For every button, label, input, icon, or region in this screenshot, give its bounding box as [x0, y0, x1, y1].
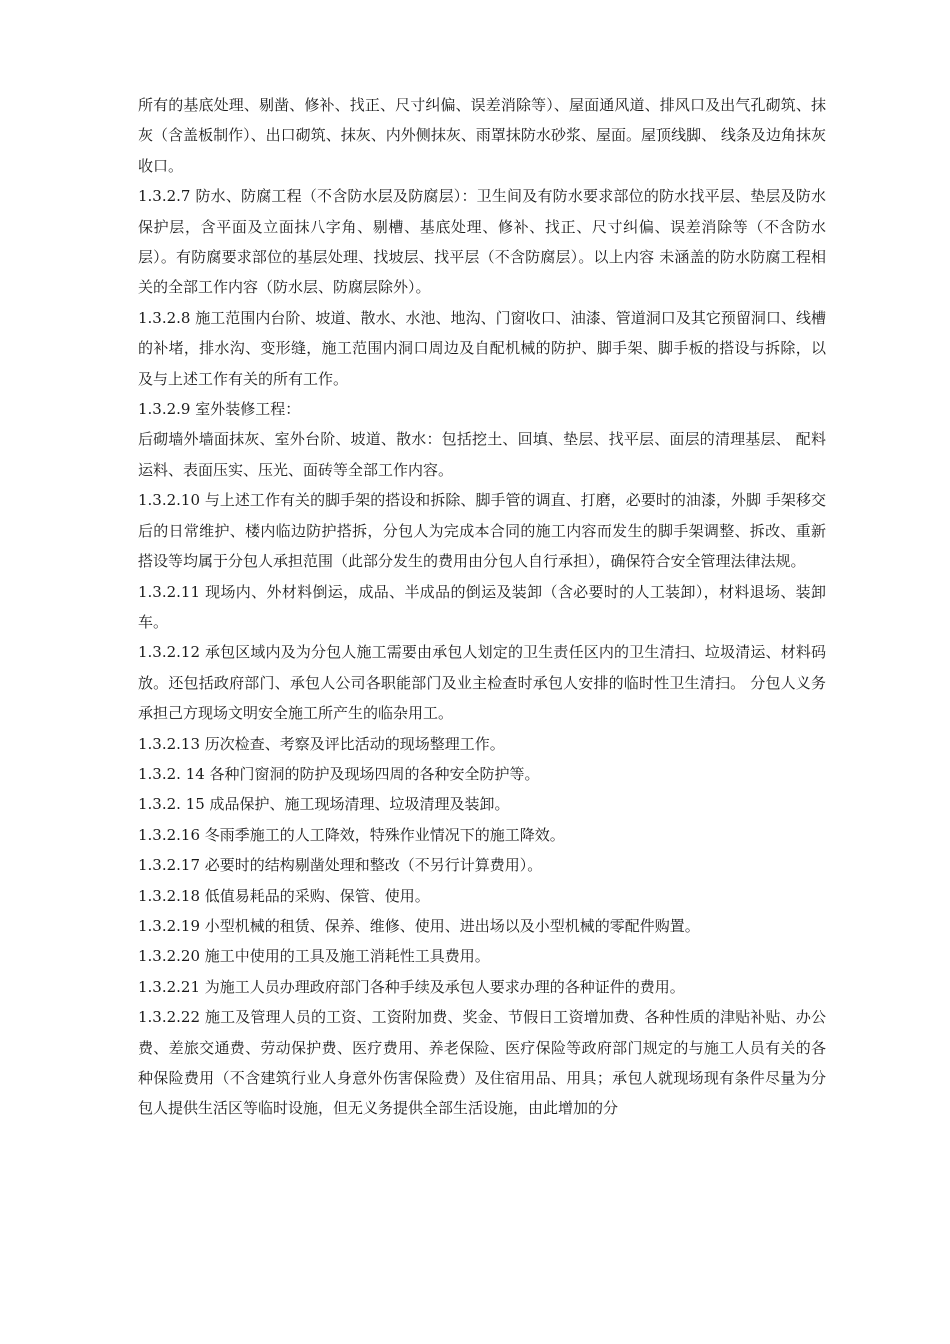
paragraph-1-3-2-7: 1.3.2.7 防水、防腐工程（不含防水层及防腐层）：卫生间及有防水要求部位的防水找平层、垫层及防水保护层，含平面及立面抹八字角、剔槽、基底处理、修补、找正、尺寸纠偏、误差消除等（不含防水层）。有防腐要求部位的基层处理、找坡层、找平层（不含防腐层）。以上内容 未涵盖的防水防腐工程相关的全部工作内容（防水层、防腐层除外）。: [138, 187, 826, 297]
paragraph-1-3-2-12: 1.3.2.12 承包区域内及为分包人施工需要由承包人划定的卫生责任区内的卫生清扫、垃圾清运、材料码放。还包括政府部门、承包人公司各职能部门及业主检查时承包人安排的临时性卫生清扫。 分包人义务承担己方现场文明安全施工所产生的临杂用工。: [138, 643, 826, 723]
paragraph-1-3-2-22: 1.3.2.22 施工及管理人员的工资、工资附加费、奖金、节假日工资增加费、各种性质的津贴补贴、办公费、差旅交通费、劳动保护费、医疗费用、养老保险、医疗保险等政府部门规定的与施工人员有关的各种保险费用（不含建筑行业人身意外伤害保险费）及住宿用品、用具；承包人就现场现有条件尽量为分包人提供生活区等临时设施，但无义务提供全部生活设施，由此增加的分: [138, 1008, 826, 1118]
paragraph-1-3-2-16: 1.3.2.16 冬雨季施工的人工降效，特殊作业情况下的施工降效。: [138, 825, 565, 844]
paragraph-1-3-2-14: 1.3.2. 14 各种门窗洞的防护及现场四周的各种安全防护等。: [138, 764, 540, 783]
paragraph-1-3-2-11: 1.3.2.11 现场内、外材料倒运，成品、半成品的倒运及装卸（含必要时的人工装卸），材料退场、装卸车。: [138, 582, 826, 631]
paragraph-roof-works: 所有的基底处理、剔凿、修补、找正、尺寸纠偏、误差消除等）、屋面通风道、排风口及出气孔砌筑、抹灰（含盖板制作）、出口砌筑、抹灰、内外侧抹灰、雨罩抹防水砂浆、屋面。屋顶线脚、 线条及边角抹灰收口。: [138, 96, 826, 175]
paragraph-1-3-2-20: 1.3.2.20 施工中使用的工具及施工消耗性工具费用。: [138, 947, 490, 966]
paragraph-1-3-2-13: 1.3.2.13 历次检查、考察及评比活动的现场整理工作。: [138, 734, 505, 753]
document-body: [138, 90, 826, 1124]
paragraph-1-3-2-17: 1.3.2.17 必要时的结构剔凿处理和整改（不另行计算费用）。: [138, 856, 543, 875]
paragraph-1-3-2-9: 1.3.2.9 室外装修工程：: [138, 400, 301, 419]
paragraph-1-3-2-21: 1.3.2.21 为施工人员办理政府部门各种手续及承包人要求办理的各种证件的费用。: [138, 977, 685, 996]
paragraph-exterior-plaster: 后砌墙外墙面抹灰、室外台阶、坡道、散水：包括挖土、回填、垫层、找平层、面层的清理基层、 配料运料、表面压实、压光、面砖等全部工作内容。: [138, 430, 826, 479]
paragraph-1-3-2-15: 1.3.2. 15 成品保护、施工现场清理、垃圾清理及装卸。: [138, 795, 510, 814]
paragraph-1-3-2-10: 1.3.2.10 与上述工作有关的脚手架的搭设和拆除、脚手管的调直、打磨，必要时的油漆，外脚 手架移交后的日常维护、楼内临边防护搭拆，分包人为完成本合同的施工内容而发生的脚手架调整、拆改、重新搭设等均属于分包人承担范围（此部分发生的费用由分包人自行承担），确保符合安全管理法律法规。: [138, 491, 826, 571]
paragraph-1-3-2-18: 1.3.2.18 低值易耗品的采购、保管、使用。: [138, 886, 430, 905]
paragraph-1-3-2-19: 1.3.2.19 小型机械的租赁、保养、维修、使用、进出场以及小型机械的零配件购置。: [138, 916, 700, 935]
paragraph-1-3-2-8: 1.3.2.8 施工范围内台阶、坡道、散水、水池、地沟、门窗收口、油漆、管道洞口及其它预留洞口、线槽的补堵，排水沟、变形缝，施工范围内洞口周边及自配机械的防护、脚手架、脚手板的搭设与拆除，以及与上述工作有关的所有工作。: [138, 308, 826, 388]
